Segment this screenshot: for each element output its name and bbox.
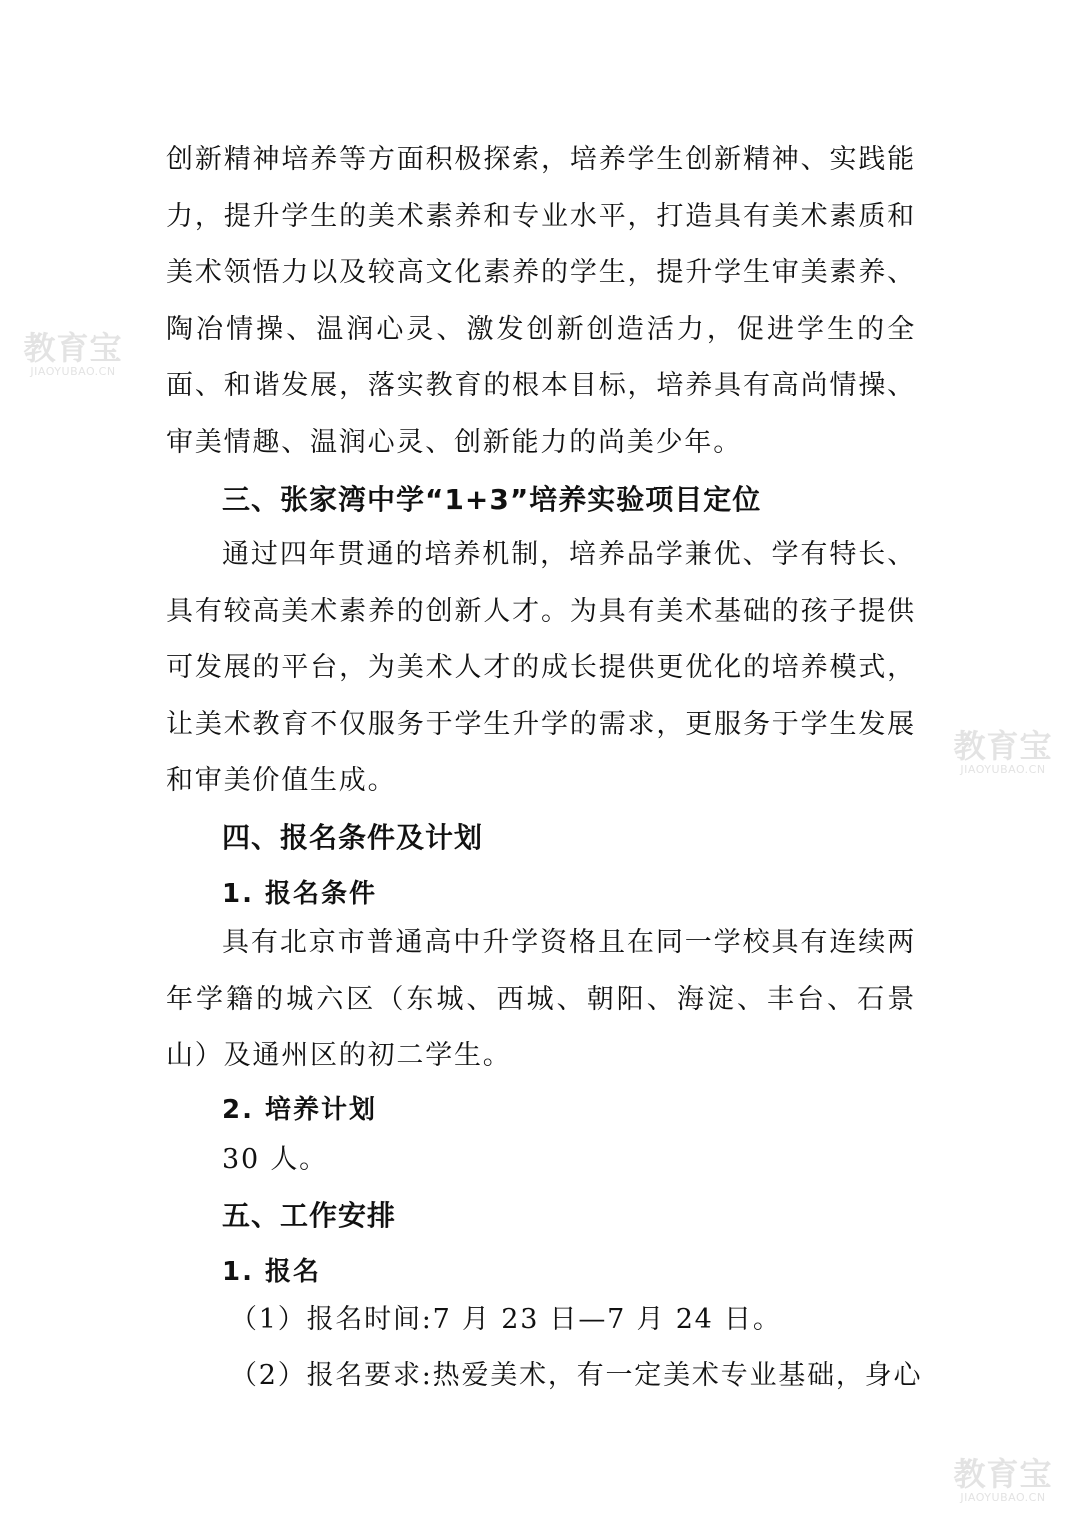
paragraph-text: 创新精神培养等方面积极探索，培养学生创新精神、实践能力，提升学生的美术素养和专业水平，打造具有美术素质和美术领悟力以及较高文化素养的学生，提升学生审美素养、陶冶情操、温润心灵、激发创新创造活力，促进学生的全面、和谐发展，落实教育的根本目标，培养具有高尚情操、审美情趣、温润心灵、创新能力的尚美少年。	[166, 144, 916, 458]
subheading-plan: 2. 培养计划	[222, 1095, 378, 1125]
watermark-title: 教育宝	[953, 1455, 1053, 1493]
paragraph-text: 通过四年贯通的培养机制，培养品学兼优、学有特长、具有较高美术素养的创新人才。为具有美术基础的孩子提供可发展的平台，为美术人才的成长提供更优化的培养模式，让美术教育不仅服务于学生升学的需求，更服务于学生发展和审美价值生成。	[166, 539, 916, 796]
registration-time: （1）报名时间:7 月 23 日—7 月 24 日。	[230, 1304, 782, 1335]
watermark-title: 教育宝	[953, 727, 1053, 765]
subheading-registration: 1. 报名	[222, 1257, 322, 1287]
subheading-conditions: 1. 报名条件	[222, 879, 378, 909]
section-heading-positioning: 三、张家湾中学“1+3”培养实验项目定位	[222, 483, 762, 516]
watermark-logo	[14, 330, 132, 378]
watermark-title: 教育宝	[23, 329, 123, 367]
watermark-subtitle: JIAOYUBAO.CN	[30, 365, 116, 378]
paragraph-positioning	[166, 527, 916, 810]
watermark-logo	[944, 1456, 1062, 1504]
watermark-subtitle: JIAOYUBAO.CN	[960, 1491, 1046, 1504]
registration-requirements: （2）报名要求:热爱美术，有一定美术专业基础，身心	[230, 1360, 923, 1391]
paragraph-innovation	[166, 132, 916, 471]
plan-count: 30 人。	[222, 1144, 328, 1175]
watermark-logo	[944, 728, 1062, 776]
section-heading-conditions: 四、报名条件及计划	[222, 821, 484, 854]
section-heading-arrangement: 五、工作安排	[222, 1199, 397, 1232]
paragraph-text: 具有北京市普通高中升学资格且在同一学校具有连续两年学籍的城六区（东城、西城、朝阳、海淀、丰台、石景山）及通州区的初二学生。	[166, 927, 916, 1071]
paragraph-conditions	[166, 915, 916, 1085]
watermark-subtitle: JIAOYUBAO.CN	[960, 763, 1046, 776]
